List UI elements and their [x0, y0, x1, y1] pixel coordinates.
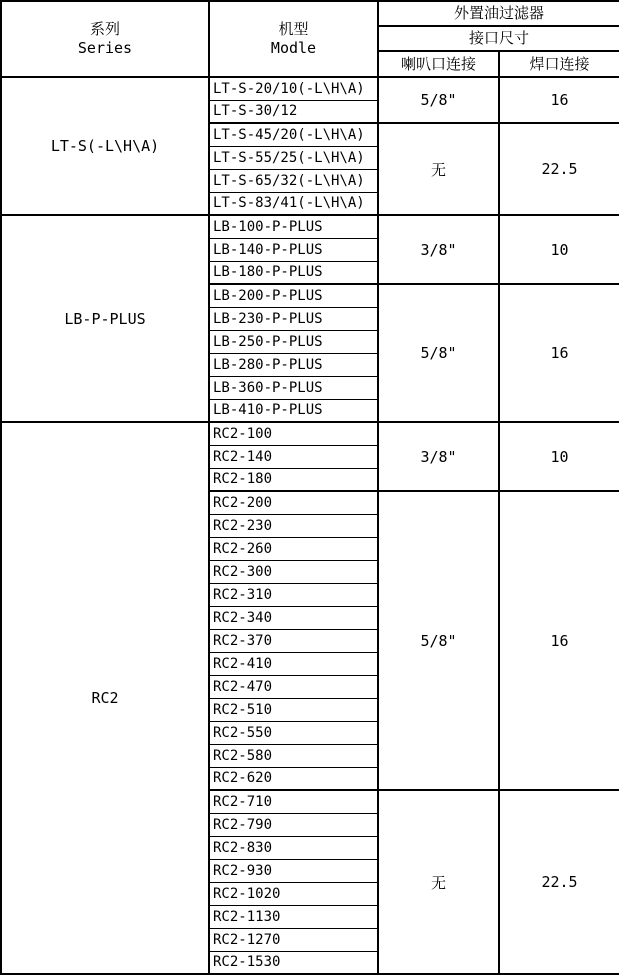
model-cell: LT-S-55/25(-L\H\A) — [209, 146, 378, 169]
model-cell: RC2-510 — [209, 698, 378, 721]
flare-value-cell: 5/8" — [378, 491, 499, 790]
model-cell: RC2-1530 — [209, 951, 378, 974]
model-cell: LB-410-P-PLUS — [209, 399, 378, 422]
model-cell: LB-280-P-PLUS — [209, 353, 378, 376]
series-cell: RC2 — [1, 422, 209, 974]
model-cell: RC2-180 — [209, 468, 378, 491]
model-cell: RC2-100 — [209, 422, 378, 445]
model-cell: LB-250-P-PLUS — [209, 330, 378, 353]
header-model-en: Modle — [270, 39, 317, 57]
header-series-zh: 系列 — [89, 20, 120, 38]
model-cell: LB-100-P-PLUS — [209, 215, 378, 238]
model-cell: RC2-1130 — [209, 905, 378, 928]
header-flare-label: 喇叭口连接 — [378, 51, 499, 77]
weld-value-cell: 16 — [499, 284, 619, 422]
weld-value-cell: 16 — [499, 491, 619, 790]
model-cell: RC2-1020 — [209, 882, 378, 905]
model-cell: RC2-140 — [209, 445, 378, 468]
model-cell: LT-S-20/10(-L\H\A) — [209, 77, 378, 100]
table-body — [1, 77, 619, 974]
model-cell: LB-230-P-PLUS — [209, 307, 378, 330]
model-cell: RC2-340 — [209, 606, 378, 629]
model-cell: RC2-550 — [209, 721, 378, 744]
flare-value-cell: 无 — [378, 123, 499, 215]
model-cell: RC2-1270 — [209, 928, 378, 951]
model-cell: LB-360-P-PLUS — [209, 376, 378, 399]
table-row — [1, 422, 619, 445]
model-cell: RC2-830 — [209, 836, 378, 859]
model-cell: RC2-710 — [209, 790, 378, 813]
header-size-title: 接口尺寸 — [378, 26, 619, 51]
model-cell: RC2-300 — [209, 560, 378, 583]
table-row — [1, 77, 619, 100]
flare-value-cell: 3/8" — [378, 215, 499, 284]
header-filter-title: 外置油过滤器 — [378, 1, 619, 26]
model-cell: RC2-470 — [209, 675, 378, 698]
series-cell: LT-S(-L\H\A) — [1, 77, 209, 215]
model-cell: RC2-370 — [209, 629, 378, 652]
flare-value-cell: 3/8" — [378, 422, 499, 491]
flare-value-cell: 5/8" — [378, 284, 499, 422]
header-series-cell — [1, 1, 209, 77]
model-cell: RC2-410 — [209, 652, 378, 675]
model-cell: LB-200-P-PLUS — [209, 284, 378, 307]
header-series-en: Series — [77, 39, 133, 57]
model-cell: LT-S-83/41(-L\H\A) — [209, 192, 378, 215]
header-model-zh: 机型 — [278, 20, 309, 38]
header-model-cell — [209, 1, 378, 77]
model-cell: RC2-580 — [209, 744, 378, 767]
model-cell: RC2-310 — [209, 583, 378, 606]
table-row — [1, 215, 619, 238]
model-cell: RC2-260 — [209, 537, 378, 560]
weld-value-cell: 22.5 — [499, 790, 619, 974]
model-cell: RC2-230 — [209, 514, 378, 537]
model-cell: RC2-620 — [209, 767, 378, 790]
series-cell: LB-P-PLUS — [1, 215, 209, 422]
model-cell: LT-S-30/12 — [209, 100, 378, 123]
model-cell: LB-140-P-PLUS — [209, 238, 378, 261]
model-cell: RC2-790 — [209, 813, 378, 836]
weld-value-cell: 10 — [499, 215, 619, 284]
flare-value-cell: 5/8" — [378, 77, 499, 123]
flare-value-cell: 无 — [378, 790, 499, 974]
table-header — [1, 1, 619, 77]
model-cell: RC2-200 — [209, 491, 378, 514]
weld-value-cell: 10 — [499, 422, 619, 491]
model-cell: RC2-930 — [209, 859, 378, 882]
model-cell: LB-180-P-PLUS — [209, 261, 378, 284]
model-cell: LT-S-65/32(-L\H\A) — [209, 169, 378, 192]
header-weld-label: 焊口连接 — [499, 51, 619, 77]
weld-value-cell: 22.5 — [499, 123, 619, 215]
model-cell: LT-S-45/20(-L\H\A) — [209, 123, 378, 146]
weld-value-cell: 16 — [499, 77, 619, 123]
